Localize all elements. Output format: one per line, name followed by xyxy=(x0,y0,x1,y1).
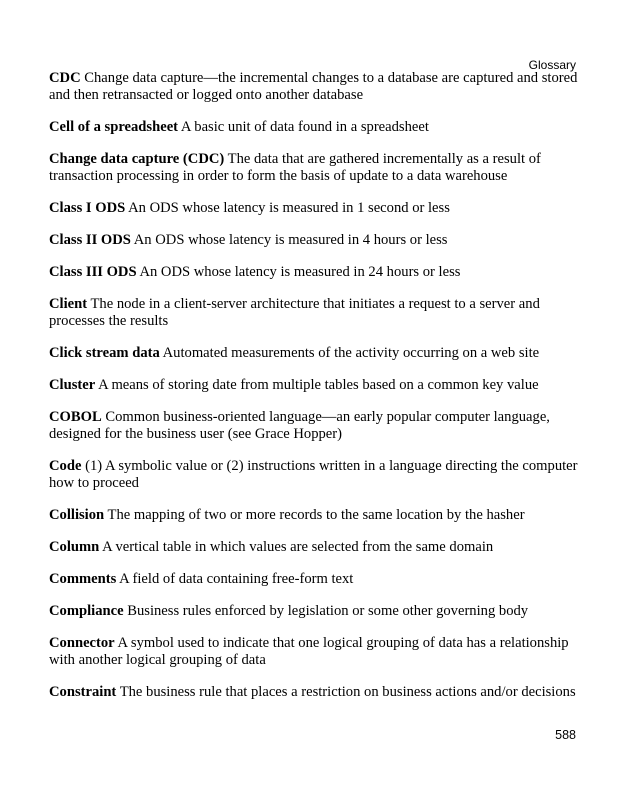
glossary-entry xyxy=(49,458,579,492)
glossary-definition: Change data capture—the incremental changes to a database are captured and stored and then retransacted or logged onto another database xyxy=(49,70,578,103)
glossary-entries xyxy=(49,70,579,716)
glossary-term: Cluster xyxy=(49,377,96,393)
glossary-term: Class III ODS xyxy=(49,264,137,280)
glossary-term: CDC xyxy=(49,70,81,86)
glossary-entry xyxy=(49,507,579,524)
glossary-definition: An ODS whose latency is measured in 24 hours or less xyxy=(139,264,461,280)
glossary-entry xyxy=(49,603,579,620)
glossary-term: Click stream data xyxy=(49,345,160,361)
glossary-term: Constraint xyxy=(49,684,117,700)
glossary-term: Comments xyxy=(49,571,117,587)
running-header: Glossary xyxy=(528,58,576,72)
glossary-term: Cell of a spreadsheet xyxy=(49,119,179,135)
glossary-definition: A field of data containing free-form text xyxy=(119,571,354,587)
glossary-entry xyxy=(49,296,579,330)
glossary-entry xyxy=(49,119,579,136)
glossary-term: Class I ODS xyxy=(49,200,126,216)
glossary-entry xyxy=(49,684,579,701)
glossary-definition: Automated measurements of the activity occurring on a web site xyxy=(162,345,540,361)
glossary-term: COBOL xyxy=(49,409,102,425)
glossary-entry xyxy=(49,345,579,362)
glossary-definition: A vertical table in which values are selected from the same domain xyxy=(102,539,494,555)
glossary-entry xyxy=(49,571,579,588)
glossary-definition: The business rule that places a restriction on business actions and/or decisions xyxy=(119,684,576,700)
glossary-definition: A means of storing date from multiple tables based on a common key value xyxy=(98,377,539,393)
glossary-definition: A basic unit of data found in a spreadsheet xyxy=(180,119,429,135)
glossary-entry xyxy=(49,200,579,217)
glossary-term: Connector xyxy=(49,635,115,651)
glossary-term: Code xyxy=(49,458,82,474)
glossary-definition: Business rules enforced by legislation or some other governing body xyxy=(127,603,529,619)
glossary-definition: An ODS whose latency is measured in 4 hours or less xyxy=(133,232,448,248)
page-number: 588 xyxy=(555,728,576,742)
glossary-term: Change data capture (CDC) xyxy=(49,151,225,167)
glossary-term: Collision xyxy=(49,507,105,523)
glossary-term: Compliance xyxy=(49,603,124,619)
glossary-entry xyxy=(49,232,579,249)
glossary-entry xyxy=(49,151,579,185)
glossary-entry xyxy=(49,70,579,104)
glossary-definition: An ODS whose latency is measured in 1 second or less xyxy=(128,200,450,216)
glossary-entry xyxy=(49,264,579,281)
glossary-entry xyxy=(49,539,579,556)
glossary-definition: The node in a client-server architecture that initiates a request to a server and processes the results xyxy=(49,296,540,329)
glossary-term: Column xyxy=(49,539,100,555)
glossary-entry xyxy=(49,377,579,394)
glossary-definition: The data that are gathered incrementally as a result of transaction processing in order to form the basis of update to a data warehouse xyxy=(49,151,541,184)
glossary-entry xyxy=(49,635,579,669)
glossary-definition: (1) A symbolic value or (2) instructions written in a language directing the computer how to proceed xyxy=(49,458,578,491)
glossary-definition: A symbol used to indicate that one logical grouping of data has a relationship with another logical grouping of data xyxy=(49,635,569,668)
glossary-definition: The mapping of two or more records to the same location by the hasher xyxy=(107,507,525,523)
glossary-definition: Common business-oriented language—an early popular computer language, designed for the business user (see Grace Hopper) xyxy=(49,409,550,442)
glossary-entry xyxy=(49,409,579,443)
glossary-term: Client xyxy=(49,296,88,312)
glossary-term: Class II ODS xyxy=(49,232,131,248)
